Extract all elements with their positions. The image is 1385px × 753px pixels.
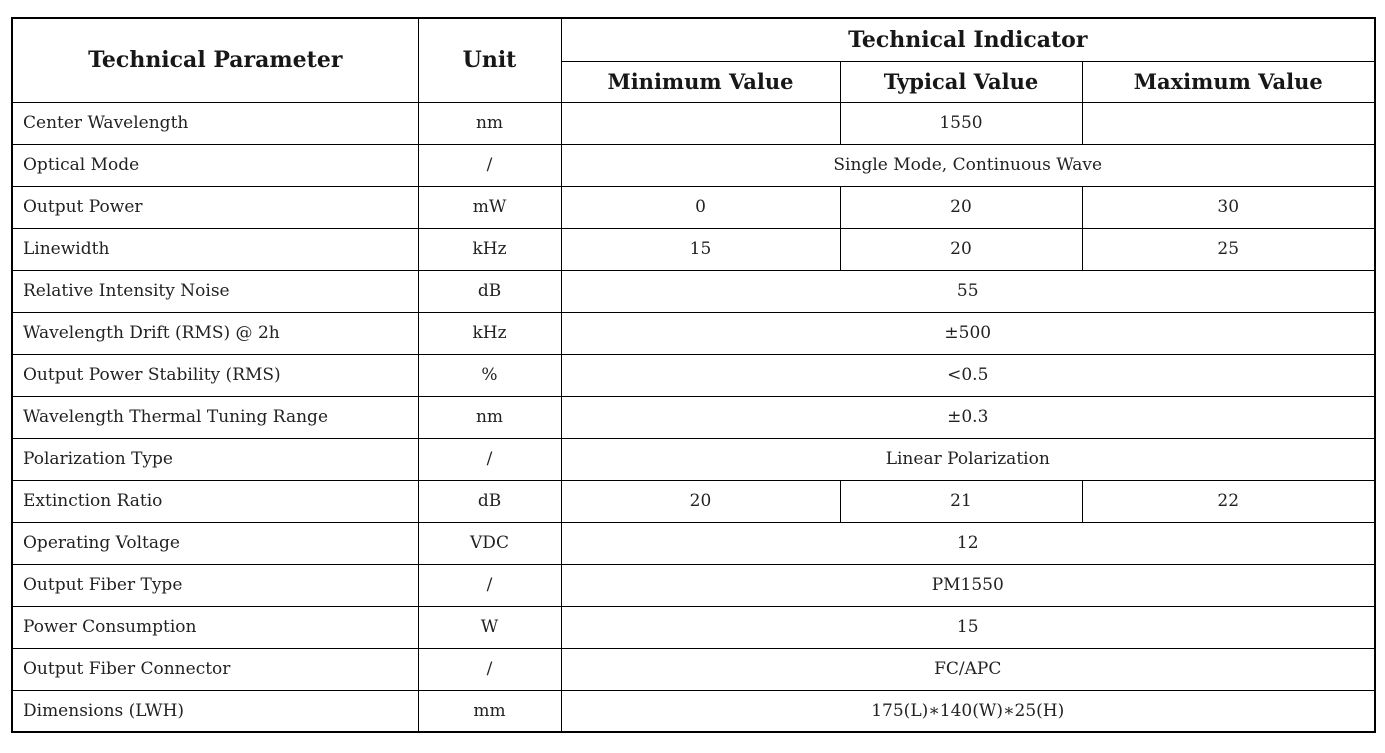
table-row [12,396,1375,438]
unit-cell: kHz [418,228,561,270]
header-maximum-value: Maximum Value [1082,61,1375,102]
indicator-span-cell: 15 [561,606,1375,648]
unit-cell: nm [418,102,561,144]
table-row [12,606,1375,648]
table-row [12,102,1375,144]
indicator-span-cell: <0.5 [561,354,1375,396]
table-row [12,480,1375,522]
min-value-cell [561,102,840,144]
unit-cell: / [418,438,561,480]
indicator-span-cell: PM1550 [561,564,1375,606]
unit-cell: dB [418,270,561,312]
header-row-top [12,18,1375,61]
parameter-cell: Wavelength Drift (RMS) @ 2h [12,312,418,354]
technical-spec-table [11,17,1376,733]
header-typical-value: Typical Value [840,61,1082,102]
table-row [12,354,1375,396]
typ-value-cell: 21 [840,480,1082,522]
indicator-span-cell: FC/APC [561,648,1375,690]
table-row [12,228,1375,270]
indicator-span-cell: ±0.3 [561,396,1375,438]
unit-cell: mW [418,186,561,228]
table-row [12,312,1375,354]
parameter-cell: Dimensions (LWH) [12,690,418,732]
parameter-cell: Extinction Ratio [12,480,418,522]
table-row [12,690,1375,732]
min-value-cell: 0 [561,186,840,228]
unit-cell: kHz [418,312,561,354]
max-value-cell: 30 [1082,186,1375,228]
max-value-cell: 22 [1082,480,1375,522]
parameter-cell: Output Fiber Connector [12,648,418,690]
unit-cell: / [418,144,561,186]
header-minimum-value: Minimum Value [561,61,840,102]
parameter-cell: Output Power [12,186,418,228]
unit-cell: W [418,606,561,648]
indicator-span-cell: Single Mode, Continuous Wave [561,144,1375,186]
table-row [12,144,1375,186]
unit-cell: % [418,354,561,396]
min-value-cell: 20 [561,480,840,522]
unit-cell: VDC [418,522,561,564]
unit-cell: / [418,564,561,606]
spec-table-header [12,18,1375,102]
typ-value-cell: 1550 [840,102,1082,144]
indicator-span-cell: 175(L)∗140(W)∗25(H) [561,690,1375,732]
typ-value-cell: 20 [840,228,1082,270]
unit-cell: mm [418,690,561,732]
indicator-span-cell: 12 [561,522,1375,564]
unit-cell: / [418,648,561,690]
unit-cell: dB [418,480,561,522]
parameter-cell: Optical Mode [12,144,418,186]
indicator-span-cell: ±500 [561,312,1375,354]
parameter-cell: Polarization Type [12,438,418,480]
parameter-cell: Output Fiber Type [12,564,418,606]
table-row [12,648,1375,690]
unit-cell: nm [418,396,561,438]
typ-value-cell: 20 [840,186,1082,228]
indicator-span-cell: Linear Polarization [561,438,1375,480]
parameter-cell: Operating Voltage [12,522,418,564]
parameter-cell: Power Consumption [12,606,418,648]
parameter-cell: Relative Intensity Noise [12,270,418,312]
spec-table-body [12,102,1375,732]
table-row [12,270,1375,312]
parameter-cell: Center Wavelength [12,102,418,144]
table-row [12,438,1375,480]
header-technical-indicator: Technical Indicator [561,18,1375,61]
min-value-cell: 15 [561,228,840,270]
header-technical-parameter: Technical Parameter [12,18,418,102]
parameter-cell: Wavelength Thermal Tuning Range [12,396,418,438]
table-row [12,522,1375,564]
max-value-cell [1082,102,1375,144]
parameter-cell: Linewidth [12,228,418,270]
header-unit: Unit [418,18,561,102]
parameter-cell: Output Power Stability (RMS) [12,354,418,396]
max-value-cell: 25 [1082,228,1375,270]
table-row [12,564,1375,606]
table-row [12,186,1375,228]
indicator-span-cell: 55 [561,270,1375,312]
